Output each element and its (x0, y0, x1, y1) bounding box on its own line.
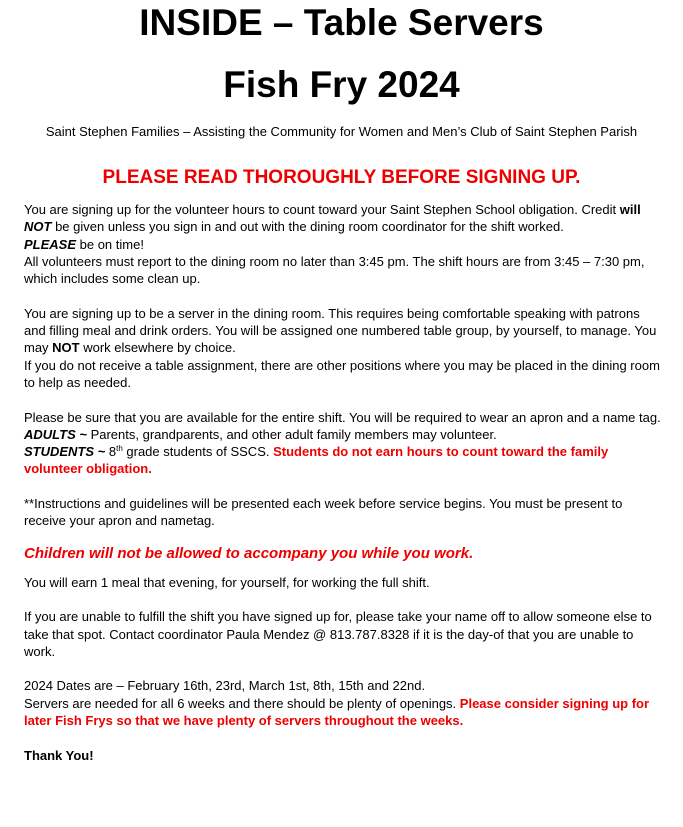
server-paragraph: You are signing up to be a server in the dining room. This requires being comfortable speaking with patrons and filling meal and drink orders. You will be assigned one numbered table group, by yourself, to manage. You may NOT work elsewhere by choice. (24, 305, 657, 356)
warning-heading: PLEASE READ THOROUGHLY BEFORE SIGNING UP. (102, 167, 581, 188)
page-title-line-1: INSIDE – Table Servers (139, 2, 544, 43)
credit-paragraph: You are signing up for the volunteer hours to count toward your Saint Stephen School obligation. Credit will NOT be given unless you sign in and out with the dining room coordinator for the shift worked. (24, 202, 641, 235)
thank-you: Thank You! (24, 747, 94, 763)
report-time-paragraph: All volunteers must report to the dining room no later than 3:45 pm. The shift hours are from 3:45 – 7:30 pm, which includes some clean up. (24, 253, 645, 287)
dates-paragraph: 2024 Dates are – February 16th, 23rd, March 1st, 8th, 15th and 22nd. (24, 678, 426, 694)
on-time-paragraph: PLEASE be on time! (24, 236, 144, 252)
adults-paragraph: ADULTS ~ Parents, grandparents, and other adult family members may volunteer. (24, 426, 497, 442)
document-body (24, 201, 664, 764)
contact-paragraph: If you are unable to fulfill the shift you have signed up for, please take your name off to allow someone else to take that spot. Contact coordinator Paula Mendez @ 813.787.8328 if it is the day-of that you are unable to work. (24, 609, 652, 659)
table-assignment-paragraph: If you do not receive a table assignment, there are other positions where you may be placed in the dining room to help as needed. (24, 357, 660, 390)
children-notice: Children will not be allowed to accompany you while you work. (24, 544, 474, 562)
instructions-paragraph: **Instructions and guidelines will be presented each week before service begins. You must be present to receive your apron and nametag. (24, 496, 623, 529)
students-paragraph: STUDENTS ~ 8th grade students of SSCS. Students do not earn hours to count toward the family volunteer obligation. (24, 444, 609, 477)
page-title-line-2: Fish Fry 2024 (223, 64, 460, 105)
availability-paragraph: Please be sure that you are available for the entire shift. You will be required to wear an apron and a name tag. (24, 409, 661, 425)
subtitle: Saint Stephen Families – Assisting the Community for Women and Men’s Club of Saint Stephen Parish (45, 124, 638, 139)
openings-paragraph: Servers are needed for all 6 weeks and there should be plenty of openings. Please consider signing up for later Fish Frys so that we have plenty of servers throughout the weeks. (24, 695, 650, 729)
meal-paragraph: You will earn 1 meal that evening, for yourself, for working the full shift. (24, 574, 430, 590)
